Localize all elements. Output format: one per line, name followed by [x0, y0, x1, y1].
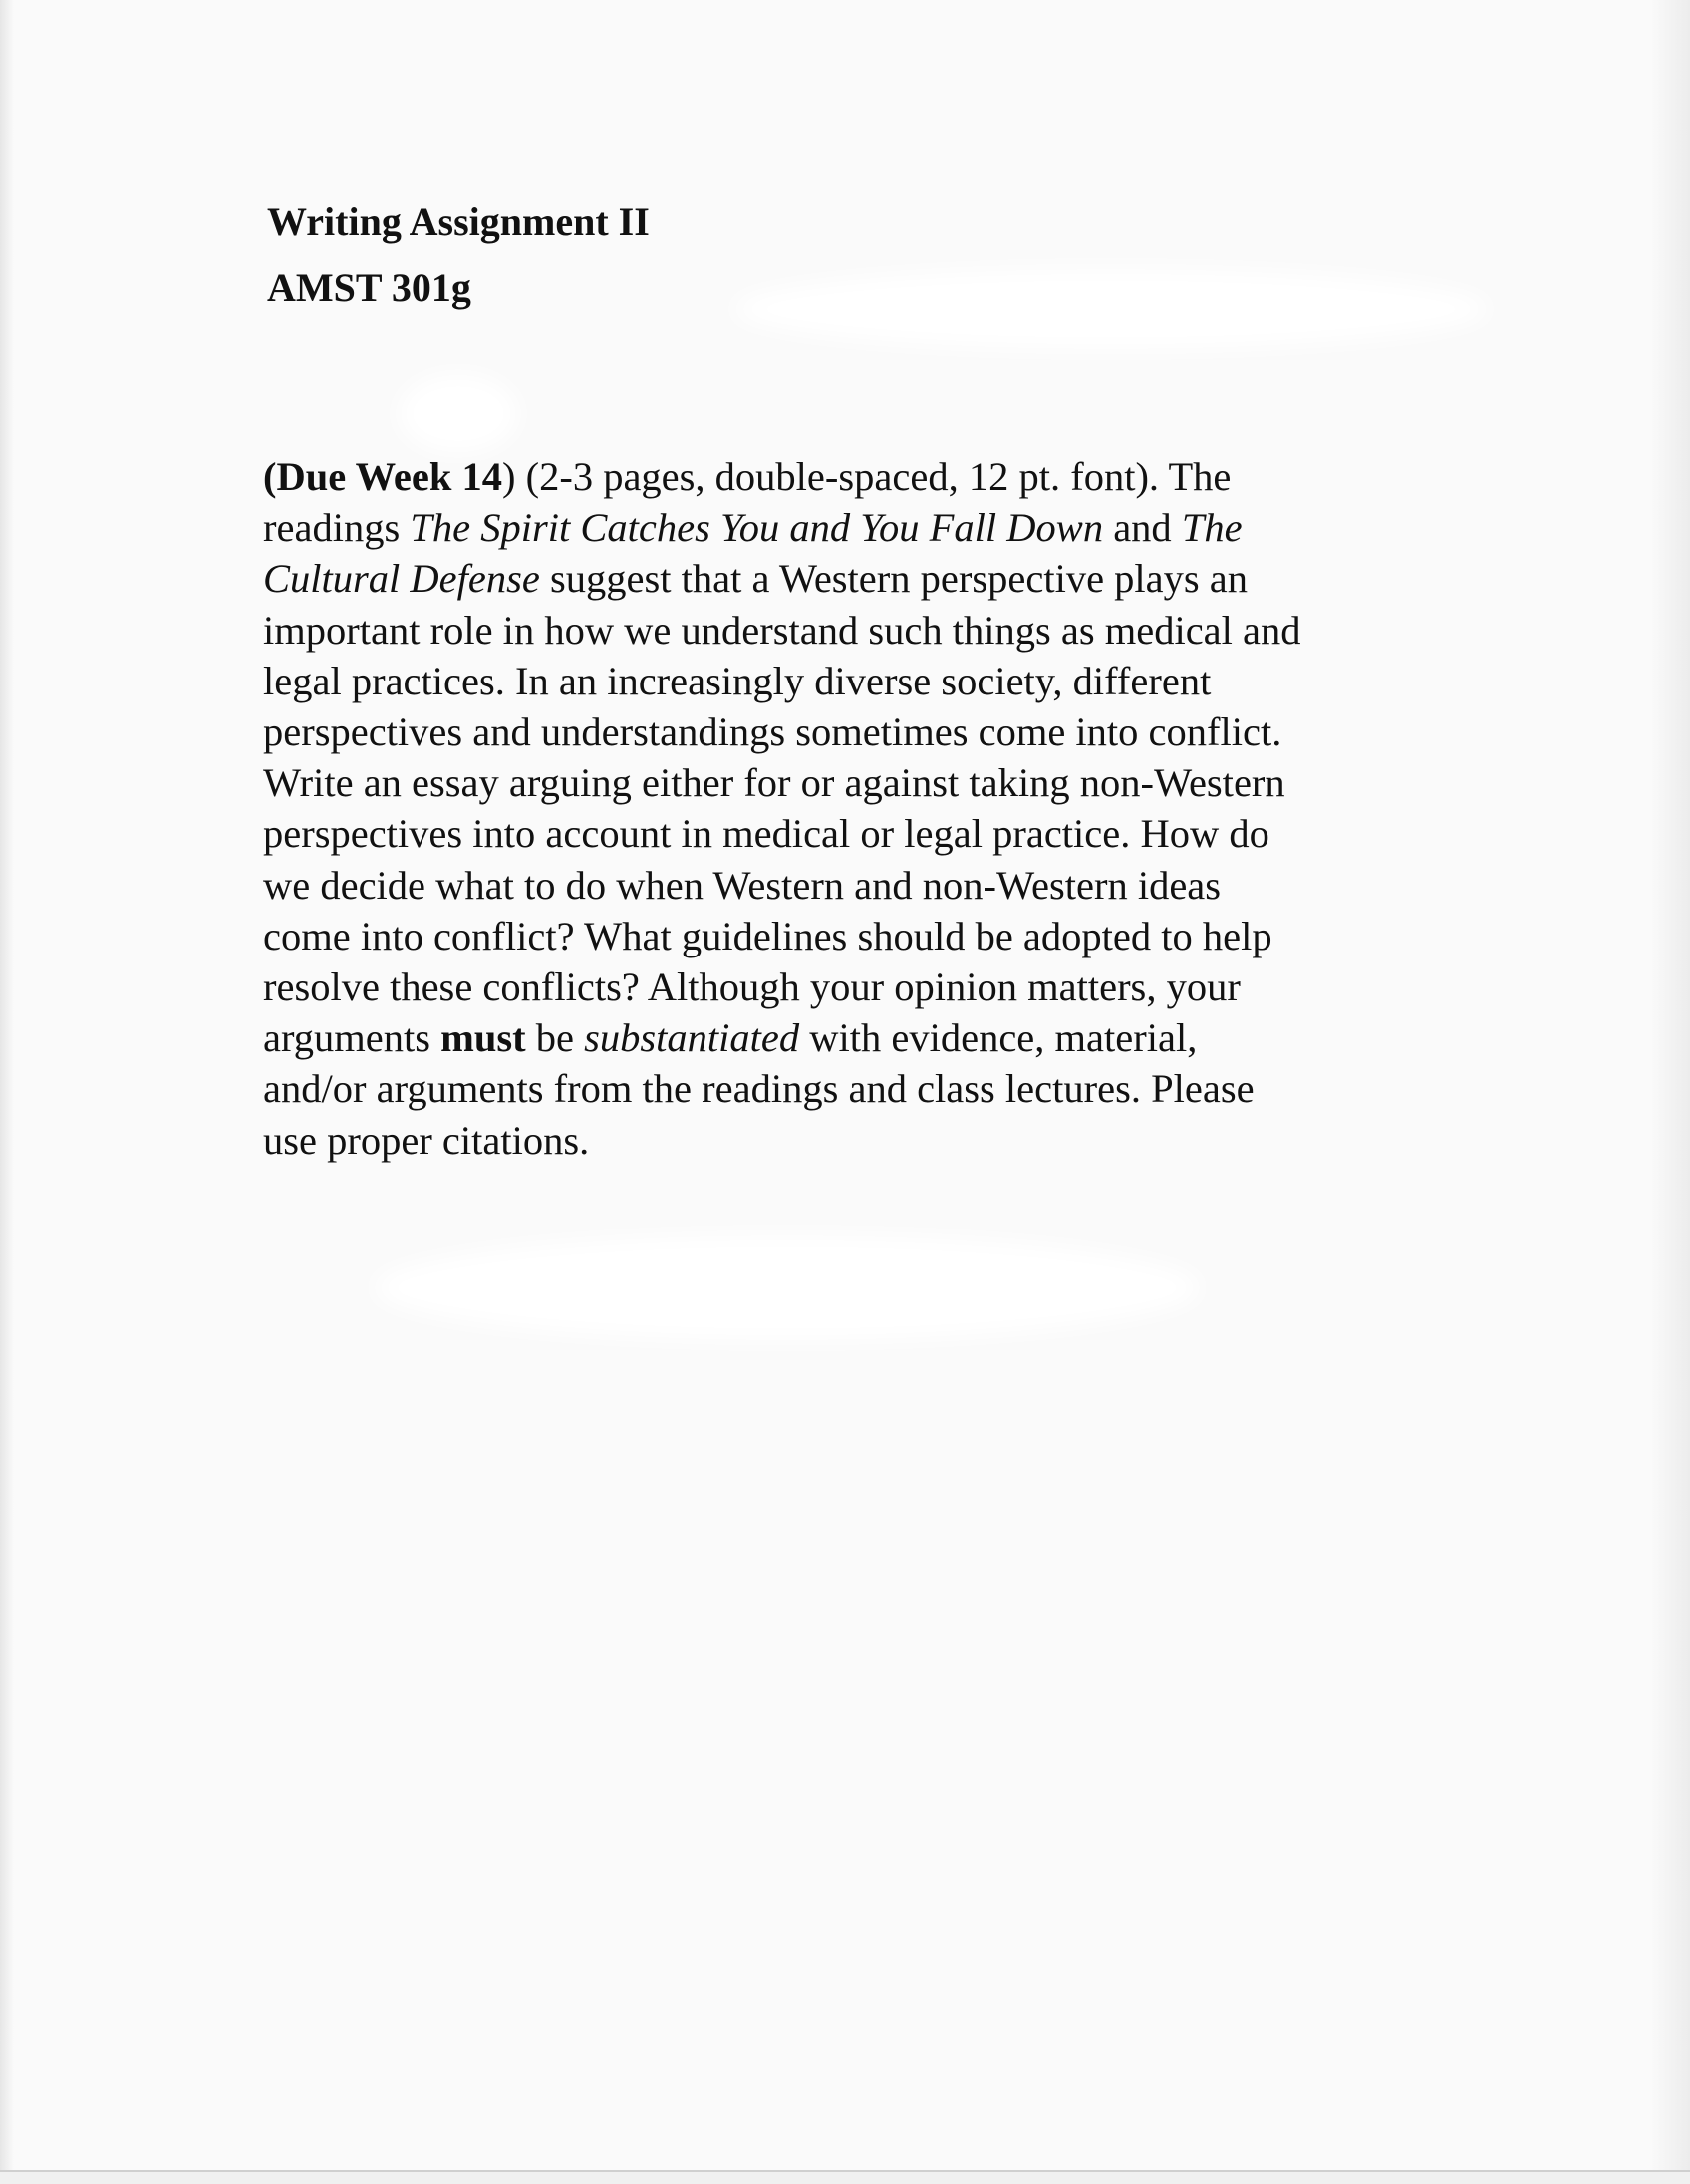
prompt-line: we decide what to do when Western and non-Western ideas	[263, 862, 1222, 908]
book-title: The	[1181, 505, 1243, 551]
prompt-line: and/or arguments from the readings and class lectures. Please	[263, 1066, 1255, 1112]
prompt-line: use proper citations.	[263, 1117, 590, 1163]
prompt-line: readings The Spirit Catches You and You Fall Down and The	[263, 505, 1243, 551]
whiteout-mark	[374, 1235, 1201, 1340]
prompt-line: perspectives and understandings sometimes come into conflict.	[263, 709, 1282, 755]
book-title: Cultural Defense	[263, 556, 540, 602]
document-header	[267, 189, 650, 321]
prompt-line: important role in how we understand such things as medical and	[263, 607, 1301, 653]
emphasis-substantiated: substantiated	[584, 1015, 800, 1061]
prompt-line: resolve these conflicts? Although your opinion matters, your	[263, 964, 1241, 1010]
scan-right-edge	[1650, 0, 1690, 2184]
course-code: AMST 301g	[267, 265, 471, 310]
due-date: (Due Week 14	[263, 454, 502, 499]
assignment-prompt	[263, 451, 1419, 1166]
emphasis-must: must	[440, 1015, 526, 1061]
prompt-line: come into conflict? What guidelines should be adopted to help	[263, 913, 1272, 958]
scan-left-edge	[0, 0, 14, 2184]
scan-bottom-edge	[0, 2170, 1690, 2184]
prompt-line: arguments must be substantiated with evidence, material,	[263, 1015, 1198, 1061]
whiteout-mark	[399, 374, 518, 453]
prompt-line: Cultural Defense suggest that a Western perspective plays an	[263, 556, 1249, 602]
prompt-line: Write an essay arguing either for or against taking non-Western	[263, 760, 1285, 806]
whiteout-mark	[732, 269, 1490, 349]
book-title: The Spirit Catches You and You Fall Down	[410, 505, 1104, 551]
prompt-line: legal practices. In an increasingly diverse society, different	[263, 658, 1212, 703]
prompt-line: perspectives into account in medical or legal practice. How do	[263, 811, 1269, 857]
assignment-title: Writing Assignment II	[267, 199, 650, 244]
prompt-line: (Due Week 14) (2-3 pages, double-spaced, 12 pt. font). The	[263, 454, 1232, 499]
